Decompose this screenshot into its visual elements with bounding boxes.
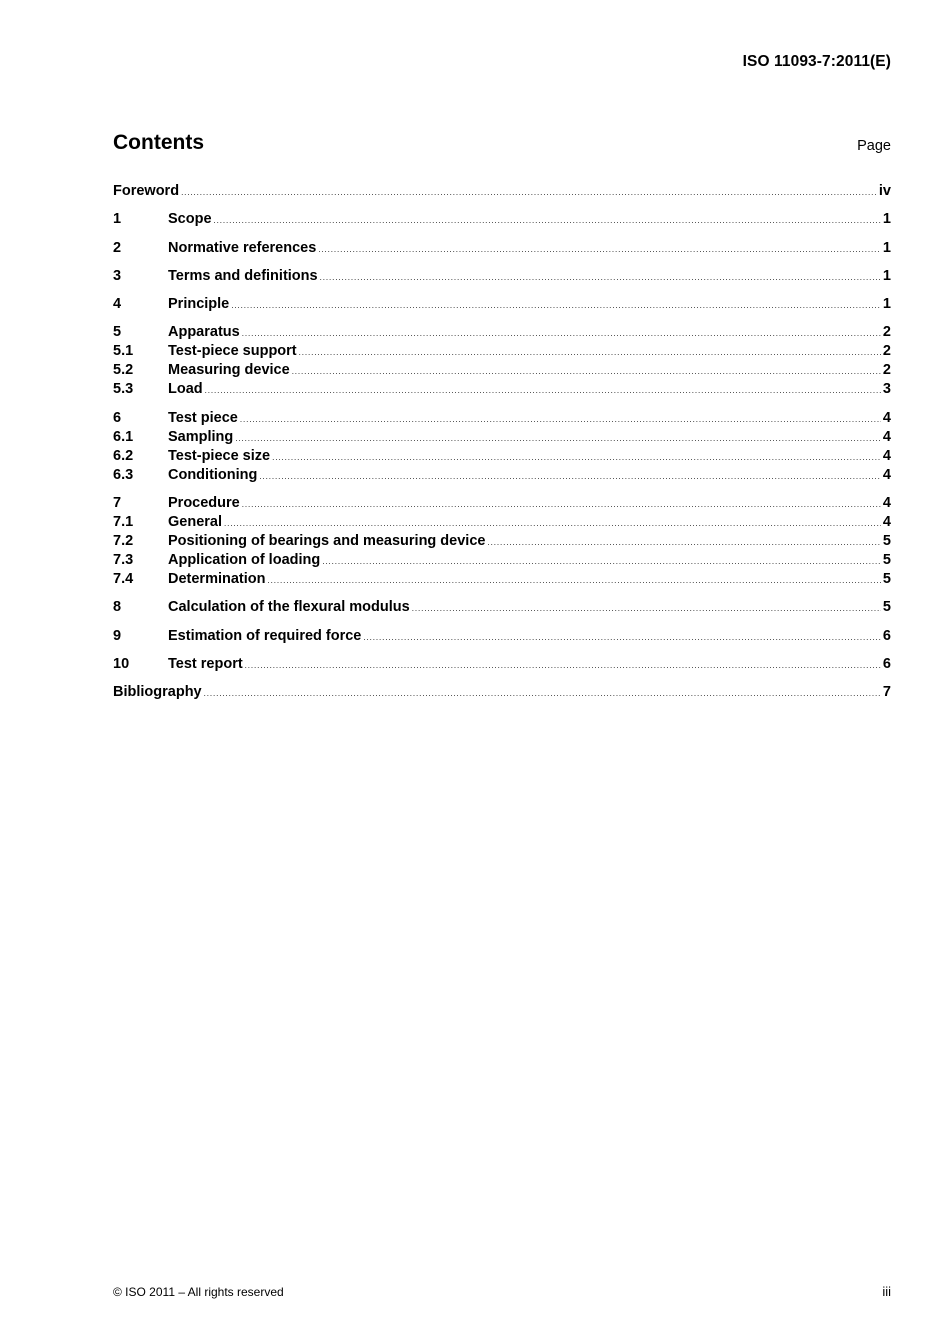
toc-number: 6.2 <box>113 447 134 464</box>
toc-entry-test-piece-support[interactable] <box>113 342 891 361</box>
toc-page: 3 <box>882 381 891 398</box>
toc-entry-terms-and-definitions[interactable] <box>113 267 891 286</box>
toc-leader-dots <box>268 571 881 590</box>
toc-leader-dots <box>259 467 881 486</box>
toc-number: 1 <box>113 211 122 228</box>
toc-leader-dots <box>487 533 880 552</box>
toc-leader-dots <box>299 343 881 362</box>
toc-number: 7.1 <box>113 514 134 531</box>
toc-entry-measuring-device[interactable] <box>113 361 891 380</box>
toc-title: Conditioning <box>168 466 258 483</box>
toc-title: Test-piece support <box>168 343 297 360</box>
toc-title: Apparatus <box>168 324 240 341</box>
toc-entry-application-of-loading[interactable] <box>113 551 891 570</box>
toc-page: 5 <box>882 533 891 550</box>
toc-page: 6 <box>882 627 891 644</box>
toc-leader-dots <box>242 495 881 514</box>
copyright-notice: © ISO 2011 – All rights reserved <box>113 1285 284 1299</box>
contents-title: Contents <box>113 131 204 154</box>
toc-leader-dots <box>245 656 881 675</box>
toc-title: Load <box>168 381 203 398</box>
toc-entry-scope[interactable] <box>113 210 891 229</box>
page-number: iii <box>882 1284 891 1299</box>
toc-leader-dots <box>235 429 881 448</box>
toc-title: Test report <box>168 655 243 672</box>
toc-entry-test-piece[interactable] <box>113 409 891 428</box>
toc-leader-dots <box>231 296 881 315</box>
toc-number: 7.2 <box>113 533 134 550</box>
toc-page: 2 <box>882 362 891 379</box>
page-column-label: Page <box>857 138 891 154</box>
toc-page: 4 <box>882 428 891 445</box>
toc-entry-apparatus[interactable] <box>113 323 891 342</box>
toc-number: 2 <box>113 239 122 256</box>
toc-number: 4 <box>113 296 122 313</box>
toc-entry-load[interactable] <box>113 380 891 399</box>
toc-title: Application of loading <box>168 552 321 569</box>
toc-number: 9 <box>113 627 122 644</box>
toc-number: 5.1 <box>113 343 134 360</box>
toc-page: 6 <box>882 655 891 672</box>
toc-page: 5 <box>882 552 891 569</box>
toc-leader-dots <box>322 552 881 571</box>
toc-entry-normative-references[interactable] <box>113 239 891 258</box>
toc-leader-dots <box>240 410 881 429</box>
toc-page: 4 <box>882 447 891 464</box>
toc-page: 1 <box>882 239 891 256</box>
toc-number: 6.1 <box>113 428 134 445</box>
toc-leader-dots <box>205 381 881 400</box>
toc-page: 1 <box>882 267 891 284</box>
toc-number: 10 <box>113 655 130 672</box>
toc-page: 5 <box>882 571 891 588</box>
toc-title: Estimation of required force <box>168 627 362 644</box>
toc-title: Bibliography <box>113 684 202 701</box>
toc-entry-test-piece-size[interactable] <box>113 447 891 466</box>
toc-page: 4 <box>882 514 891 531</box>
toc-page: 7 <box>882 684 891 701</box>
toc-leader-dots <box>292 362 881 381</box>
toc-number: 7 <box>113 495 122 512</box>
toc-number: 5 <box>113 324 122 341</box>
toc-leader-dots <box>181 183 877 202</box>
toc-title: Test piece <box>168 409 238 426</box>
toc-title: Terms and definitions <box>168 267 318 284</box>
toc-entry-sampling[interactable] <box>113 428 891 447</box>
toc-page: 1 <box>882 296 891 313</box>
toc-leader-dots <box>242 324 881 343</box>
toc-page: 5 <box>882 599 891 616</box>
toc-leader-dots <box>320 268 881 287</box>
toc-leader-dots <box>318 240 881 259</box>
toc-title: Scope <box>168 211 212 228</box>
toc-number: 8 <box>113 599 122 616</box>
toc-title: Measuring device <box>168 362 290 379</box>
toc-page: 1 <box>882 211 891 228</box>
toc-entry-general[interactable] <box>113 513 891 532</box>
toc-title: Normative references <box>168 239 317 256</box>
toc-entry-foreword[interactable] <box>113 182 891 201</box>
toc-title: General <box>168 514 222 531</box>
table-of-contents <box>113 182 891 702</box>
toc-title: Principle <box>168 296 230 313</box>
toc-entry-bibliography[interactable] <box>113 683 891 702</box>
toc-entry-test-report[interactable] <box>113 655 891 674</box>
toc-leader-dots <box>363 628 881 647</box>
toc-page: 4 <box>882 495 891 512</box>
toc-number: 6 <box>113 409 122 426</box>
toc-page: 2 <box>882 324 891 341</box>
toc-page: 4 <box>882 409 891 426</box>
toc-title: Foreword <box>113 183 180 199</box>
toc-title: Positioning of bearings and measuring device <box>168 533 486 550</box>
toc-number: 7.3 <box>113 552 134 569</box>
toc-number: 5.2 <box>113 362 134 379</box>
toc-page: 4 <box>882 466 891 483</box>
toc-title: Determination <box>168 571 266 588</box>
toc-title: Procedure <box>168 495 240 512</box>
toc-page: 2 <box>882 343 891 360</box>
toc-number: 6.3 <box>113 466 134 483</box>
toc-title: Test-piece size <box>168 447 271 464</box>
toc-entry-calculation[interactable] <box>113 598 891 617</box>
toc-entry-positioning[interactable] <box>113 532 891 551</box>
toc-entry-procedure[interactable] <box>113 494 891 513</box>
toc-number: 7.4 <box>113 571 134 588</box>
toc-leader-dots <box>272 448 881 467</box>
toc-number: 5.3 <box>113 381 134 398</box>
toc-page: iv <box>878 183 891 199</box>
toc-entry-conditioning[interactable] <box>113 466 891 485</box>
toc-title: Calculation of the flexural modulus <box>168 599 410 616</box>
toc-entry-determination[interactable] <box>113 570 891 589</box>
toc-title: Sampling <box>168 428 234 445</box>
toc-number: 3 <box>113 267 122 284</box>
toc-leader-dots <box>224 514 881 533</box>
toc-entry-principle[interactable] <box>113 295 891 314</box>
toc-leader-dots <box>204 684 881 703</box>
toc-entry-estimation[interactable] <box>113 627 891 646</box>
document-id: ISO 11093-7:2011(E) <box>742 53 891 70</box>
toc-leader-dots <box>412 599 881 618</box>
toc-leader-dots <box>214 211 881 230</box>
